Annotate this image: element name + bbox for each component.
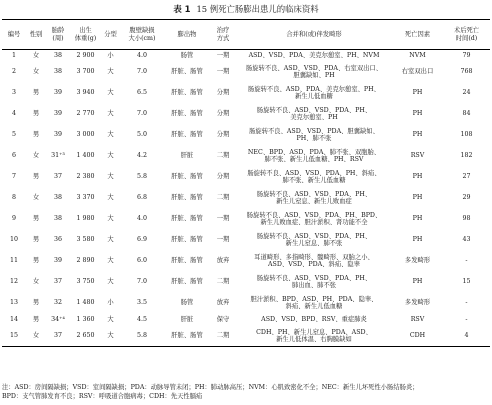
cell-defect-size: 6.5 <box>136 89 147 97</box>
cell-malformations: 肠旋转不良、ASD、PDA、美克尔憩室、PH、 新生儿低血糖 <box>248 85 380 100</box>
cell-treatment: 保守 <box>216 315 230 323</box>
cell-treatment: 分期 <box>216 173 230 181</box>
cell-gestational-age: 37 <box>46 326 70 347</box>
cell-sex: 男 <box>32 131 40 139</box>
table-row <box>2 146 490 167</box>
cell-treatment: 放弃 <box>216 299 230 307</box>
cell-type: 大 <box>107 68 114 76</box>
table-row <box>2 125 490 146</box>
cell-id: 7 <box>11 173 16 181</box>
cell-defect-size: 5.8 <box>136 173 147 181</box>
cell-sex: 男 <box>32 89 40 97</box>
cell-death-time: 15 <box>462 278 471 286</box>
cell-gestational-age: 31⁺³ <box>51 152 65 160</box>
cell-death-time: 29 <box>462 194 471 202</box>
cell-type: 小 <box>107 299 114 307</box>
cell-id: 11 <box>9 257 18 265</box>
cell-malformations: ASD、VSD、PDA、美克尔憩室、PH、NVM <box>248 52 380 60</box>
cell-malformations: 胆汁淤积、BPD、ASD、PH、PDA、隐睾、 斜疝、新生儿低血糖 <box>250 295 378 310</box>
cell-id: 8 <box>11 194 16 202</box>
cell-gestational-age: 38 <box>53 68 62 76</box>
column-header-sex: 性别 <box>26 20 46 50</box>
cell-death-cause: NVM <box>409 52 426 60</box>
clinical-data-table <box>2 19 490 347</box>
cell-defect-size: 3.5 <box>136 299 147 307</box>
table-row <box>2 50 490 62</box>
cell-herniated-organs: 肠管 <box>180 52 194 60</box>
cell-birth-weight: 2 890 <box>76 257 95 265</box>
cell-treatment: 一期 <box>216 68 230 76</box>
column-header-id: 编号 <box>2 20 26 50</box>
table-row <box>2 83 490 104</box>
cell-id: 15 <box>2 326 26 347</box>
column-header-death-time: 术后死亡 时间(d) <box>443 20 490 50</box>
cell-death-cause: RSV <box>410 315 425 323</box>
column-header-herniated-organs: 膨出物 <box>164 20 210 50</box>
cell-sex: 男 <box>32 299 40 307</box>
cell-type: 大 <box>107 110 114 118</box>
cell-gestational-age: 39 <box>53 131 62 139</box>
cell-type: 大 <box>107 278 114 286</box>
cell-sex: 女 <box>32 52 40 60</box>
cell-malformations: NEC、BPD、ASD、PDA、肺不张、双胞胎、 肺不张、新生儿低血糖、PH、RSV <box>247 148 381 163</box>
cell-type: 大 <box>107 215 114 223</box>
cell-treatment: 分期 <box>216 110 230 118</box>
cell-death-cause: PH <box>412 215 423 223</box>
cell-death-time: - <box>465 315 468 323</box>
cell-herniated-organs: 肝脏、肠管 <box>171 89 203 97</box>
table-row <box>2 293 490 314</box>
cell-birth-weight: 2 900 <box>76 52 95 60</box>
cell-id: 3 <box>11 89 16 97</box>
cell-death-cause: PH <box>412 131 423 139</box>
cell-defect-size: 4.2 <box>136 152 147 160</box>
table-caption <box>0 4 492 14</box>
cell-birth-weight: 1 400 <box>76 152 95 160</box>
cell-death-cause: PH <box>412 236 423 244</box>
cell-death-cause: CDH <box>392 326 443 347</box>
column-header-death-cause: 死亡因素 <box>392 20 443 50</box>
cell-gestational-age: 37 <box>53 173 62 181</box>
cell-death-cause: PH <box>412 89 423 97</box>
cell-herniated-organs: 肝脏 <box>180 152 194 160</box>
cell-birth-weight: 3 700 <box>76 68 95 76</box>
cell-id: 9 <box>11 215 16 223</box>
cell-treatment: 二期 <box>216 194 230 202</box>
cell-herniated-organs: 肝脏 <box>180 315 194 323</box>
cell-treatment: 分期 <box>216 131 230 139</box>
column-header-malformations: 合并和(或)伴发畸形 <box>236 20 392 50</box>
cell-death-cause: 右室双出口 <box>401 68 434 76</box>
cell-herniated-organs: 肝脏、肠管 <box>171 194 203 202</box>
cell-malformations: 肠旋转不良、ASD、VSD、PDA、PH、BPD、 新生儿败血症、胆汁淤积、肾功能不全 <box>246 211 382 226</box>
cell-id: 5 <box>11 131 16 139</box>
table-row <box>2 272 490 293</box>
cell-type: 大 <box>107 131 114 139</box>
cell-death-time: 98 <box>462 215 471 223</box>
cell-death-time: 182 <box>460 152 473 160</box>
cell-id: 4 <box>11 110 16 118</box>
cell-treatment: 放弃 <box>216 257 230 265</box>
cell-herniated-organs: 肝脏、肠管 <box>171 173 203 181</box>
cell-type: 大 <box>107 152 114 160</box>
cell-sex: 女 <box>32 152 40 160</box>
cell-death-cause: 多发畸形 <box>404 299 431 307</box>
cell-birth-weight: 2 770 <box>76 110 95 118</box>
cell-defect-size: 5.8 <box>120 326 164 347</box>
cell-herniated-organs: 肝脏、肠管 <box>171 131 203 139</box>
table-row <box>2 209 490 230</box>
cell-death-cause: PH <box>412 110 423 118</box>
cell-birth-weight: 3 000 <box>76 131 95 139</box>
cell-treatment: 分期 <box>216 89 230 97</box>
cell-gestational-age: 37 <box>53 278 62 286</box>
table-row <box>2 188 490 209</box>
cell-herniated-organs: 肝脏、肠管 <box>171 278 203 286</box>
cell-birth-weight: 3 370 <box>76 194 95 202</box>
cell-treatment: 一期 <box>216 52 230 60</box>
cell-birth-weight: 1 480 <box>76 299 95 307</box>
cell-birth-weight: 1 980 <box>76 215 95 223</box>
cell-type: 大 <box>107 194 114 202</box>
table-footnote: 注：ASD：房间隔缺损；VSD：室间隔缺损；PDA：动脉导管未闭；PH：肺动脉高压；NVM：心肌致密化不全；NEC：新生儿坏死性小肠结肠炎； BPD：支气管肺发育不良；RSV：呼吸道合胞病毒；CDH：先天性膈疝 <box>2 384 419 401</box>
column-header-type: 分型 <box>101 20 120 50</box>
cell-treatment: 二期 <box>216 278 230 286</box>
cell-gestational-age: 38 <box>53 194 62 202</box>
cell-death-cause: PH <box>412 194 423 202</box>
cell-id: 12 <box>9 278 18 286</box>
cell-death-cause: 多发畸形 <box>404 257 431 265</box>
column-header-birth-weight: 出生 体重(g) <box>70 20 101 50</box>
cell-id: 14 <box>9 315 18 323</box>
cell-herniated-organs: 肝脏、肠管 <box>171 236 203 244</box>
cell-defect-size: 4.0 <box>136 52 147 60</box>
cell-gestational-age: 36 <box>53 236 62 244</box>
cell-sex: 女 <box>32 68 40 76</box>
cell-herniated-organs: 肝脏、肠管 <box>164 326 210 347</box>
cell-sex: 女 <box>32 194 40 202</box>
cell-malformations: 肠旋转不良、ASD、VSD、PDA、右室双出口、 胆囊缺如、PH <box>245 64 383 79</box>
table-label: 表 1 <box>173 4 191 14</box>
cell-malformations: 耳道畸形、多指畸形、髋畸形、双胎之小、 ASD、VSD、PDA、斜疝、隐睾 <box>254 253 374 268</box>
cell-treatment: 二期 <box>216 152 230 160</box>
table-row <box>2 104 490 125</box>
cell-defect-size: 7.0 <box>136 110 147 118</box>
cell-type: 大 <box>107 89 114 97</box>
cell-sex: 男 <box>32 173 40 181</box>
table-row <box>2 62 490 83</box>
cell-sex: 男 <box>32 215 40 223</box>
cell-type: 大 <box>101 326 120 347</box>
cell-defect-size: 6.0 <box>136 257 147 265</box>
cell-birth-weight: 3 940 <box>76 89 95 97</box>
cell-death-time: 79 <box>462 52 471 60</box>
cell-id: 6 <box>11 152 16 160</box>
cell-gestational-age: 32 <box>53 299 62 307</box>
cell-id: 10 <box>9 236 18 244</box>
cell-malformations: 肠旋转不良、ASD、VSD、PDA、PH、 新生儿窒息、肺不张 <box>256 232 372 247</box>
cell-death-time: 84 <box>462 110 471 118</box>
cell-malformations: CDH、PH、新生儿窒息、PDA、ASD、 新生儿低体温、右胸膜缺如 <box>236 326 392 347</box>
cell-herniated-organs: 肝脏、肠管 <box>171 68 203 76</box>
table-row <box>2 314 490 326</box>
cell-type: 大 <box>107 173 114 181</box>
cell-sex: 男 <box>32 110 40 118</box>
cell-death-cause: RSV <box>410 152 425 160</box>
cell-defect-size: 5.0 <box>136 131 147 139</box>
cell-treatment: 一期 <box>216 215 230 223</box>
table-row <box>2 326 490 347</box>
cell-death-time: 108 <box>460 131 473 139</box>
cell-birth-weight: 1 360 <box>76 315 95 323</box>
cell-death-time: 4 <box>443 326 490 347</box>
cell-id: 13 <box>9 299 18 307</box>
cell-treatment: 二期 <box>210 326 236 347</box>
cell-malformations: 肠旋转不良、ASD、VSD、PDA、PH、斜疝、 肺不张、新生儿低血糖 <box>247 169 381 184</box>
cell-id: 2 <box>11 68 16 76</box>
cell-malformations: ASD、VSD、BPD、RSV、重症肺炎 <box>261 315 367 323</box>
table-row <box>2 167 490 188</box>
column-header-defect-size: 腹壁缺损 大小(cm) <box>120 20 164 50</box>
cell-malformations: 肠旋转不良、ASD、VSD、PDA、PH、 肺出血、肺不张 <box>256 274 372 289</box>
cell-treatment: 一期 <box>216 236 230 244</box>
cell-type: 小 <box>107 52 114 60</box>
cell-death-time: 24 <box>462 89 471 97</box>
cell-type: 大 <box>107 236 114 244</box>
cell-type: 大 <box>107 315 114 323</box>
cell-herniated-organs: 肝脏、肠管 <box>171 215 203 223</box>
cell-birth-weight: 3 580 <box>76 236 95 244</box>
cell-gestational-age: 34⁺⁴ <box>51 315 65 323</box>
table-row <box>2 251 490 272</box>
column-header-treatment: 治疗 方式 <box>210 20 236 50</box>
cell-death-time: 43 <box>462 236 471 244</box>
table-title: 15 例死亡肠膨出患儿的临床资料 <box>196 4 319 14</box>
cell-birth-weight: 2 380 <box>76 173 95 181</box>
cell-malformations: 肠旋转不良、ASD、VSD、PDA、PH、 美克尔憩室、PH <box>256 106 372 121</box>
cell-gestational-age: 39 <box>53 110 62 118</box>
cell-defect-size: 6.8 <box>136 194 147 202</box>
cell-defect-size: 4.5 <box>136 315 147 323</box>
cell-malformations: 肠旋转不良、ASD、VSD、PDA、胆囊缺如、 PH、肺不张 <box>249 127 379 142</box>
cell-sex: 男 <box>32 257 40 265</box>
cell-type: 大 <box>107 257 114 265</box>
cell-defect-size: 7.0 <box>136 278 147 286</box>
cell-malformations: 肠旋转不良、ASD、VSD、PDA、PH、 新生儿窒息、新生儿败血症 <box>256 190 372 205</box>
cell-death-time: 27 <box>462 173 471 181</box>
cell-herniated-organs: 肝脏、肠管 <box>171 110 203 118</box>
table-body <box>2 50 490 347</box>
cell-death-time: - <box>465 257 468 265</box>
cell-death-time: 768 <box>460 68 473 76</box>
cell-gestational-age: 38 <box>53 52 62 60</box>
cell-sex: 男 <box>32 236 40 244</box>
table-header-row <box>2 20 490 50</box>
cell-herniated-organs: 肠管 <box>180 299 194 307</box>
cell-defect-size: 6.9 <box>136 236 147 244</box>
cell-death-cause: PH <box>412 278 423 286</box>
cell-sex: 女 <box>32 278 40 286</box>
cell-gestational-age: 38 <box>53 215 62 223</box>
cell-gestational-age: 39 <box>53 257 62 265</box>
table-row <box>2 230 490 251</box>
cell-birth-weight: 2 650 <box>70 326 101 347</box>
cell-gestational-age: 39 <box>53 89 62 97</box>
cell-id: 1 <box>11 52 16 60</box>
cell-herniated-organs: 肝脏、肠管 <box>171 257 203 265</box>
cell-death-time: - <box>465 299 468 307</box>
cell-defect-size: 4.0 <box>136 215 147 223</box>
column-header-gestational-age: 胎龄 (周) <box>46 20 70 50</box>
cell-sex: 女 <box>26 326 46 347</box>
cell-birth-weight: 3 750 <box>76 278 95 286</box>
cell-defect-size: 7.0 <box>136 68 147 76</box>
cell-sex: 男 <box>32 315 40 323</box>
cell-death-cause: PH <box>412 173 423 181</box>
